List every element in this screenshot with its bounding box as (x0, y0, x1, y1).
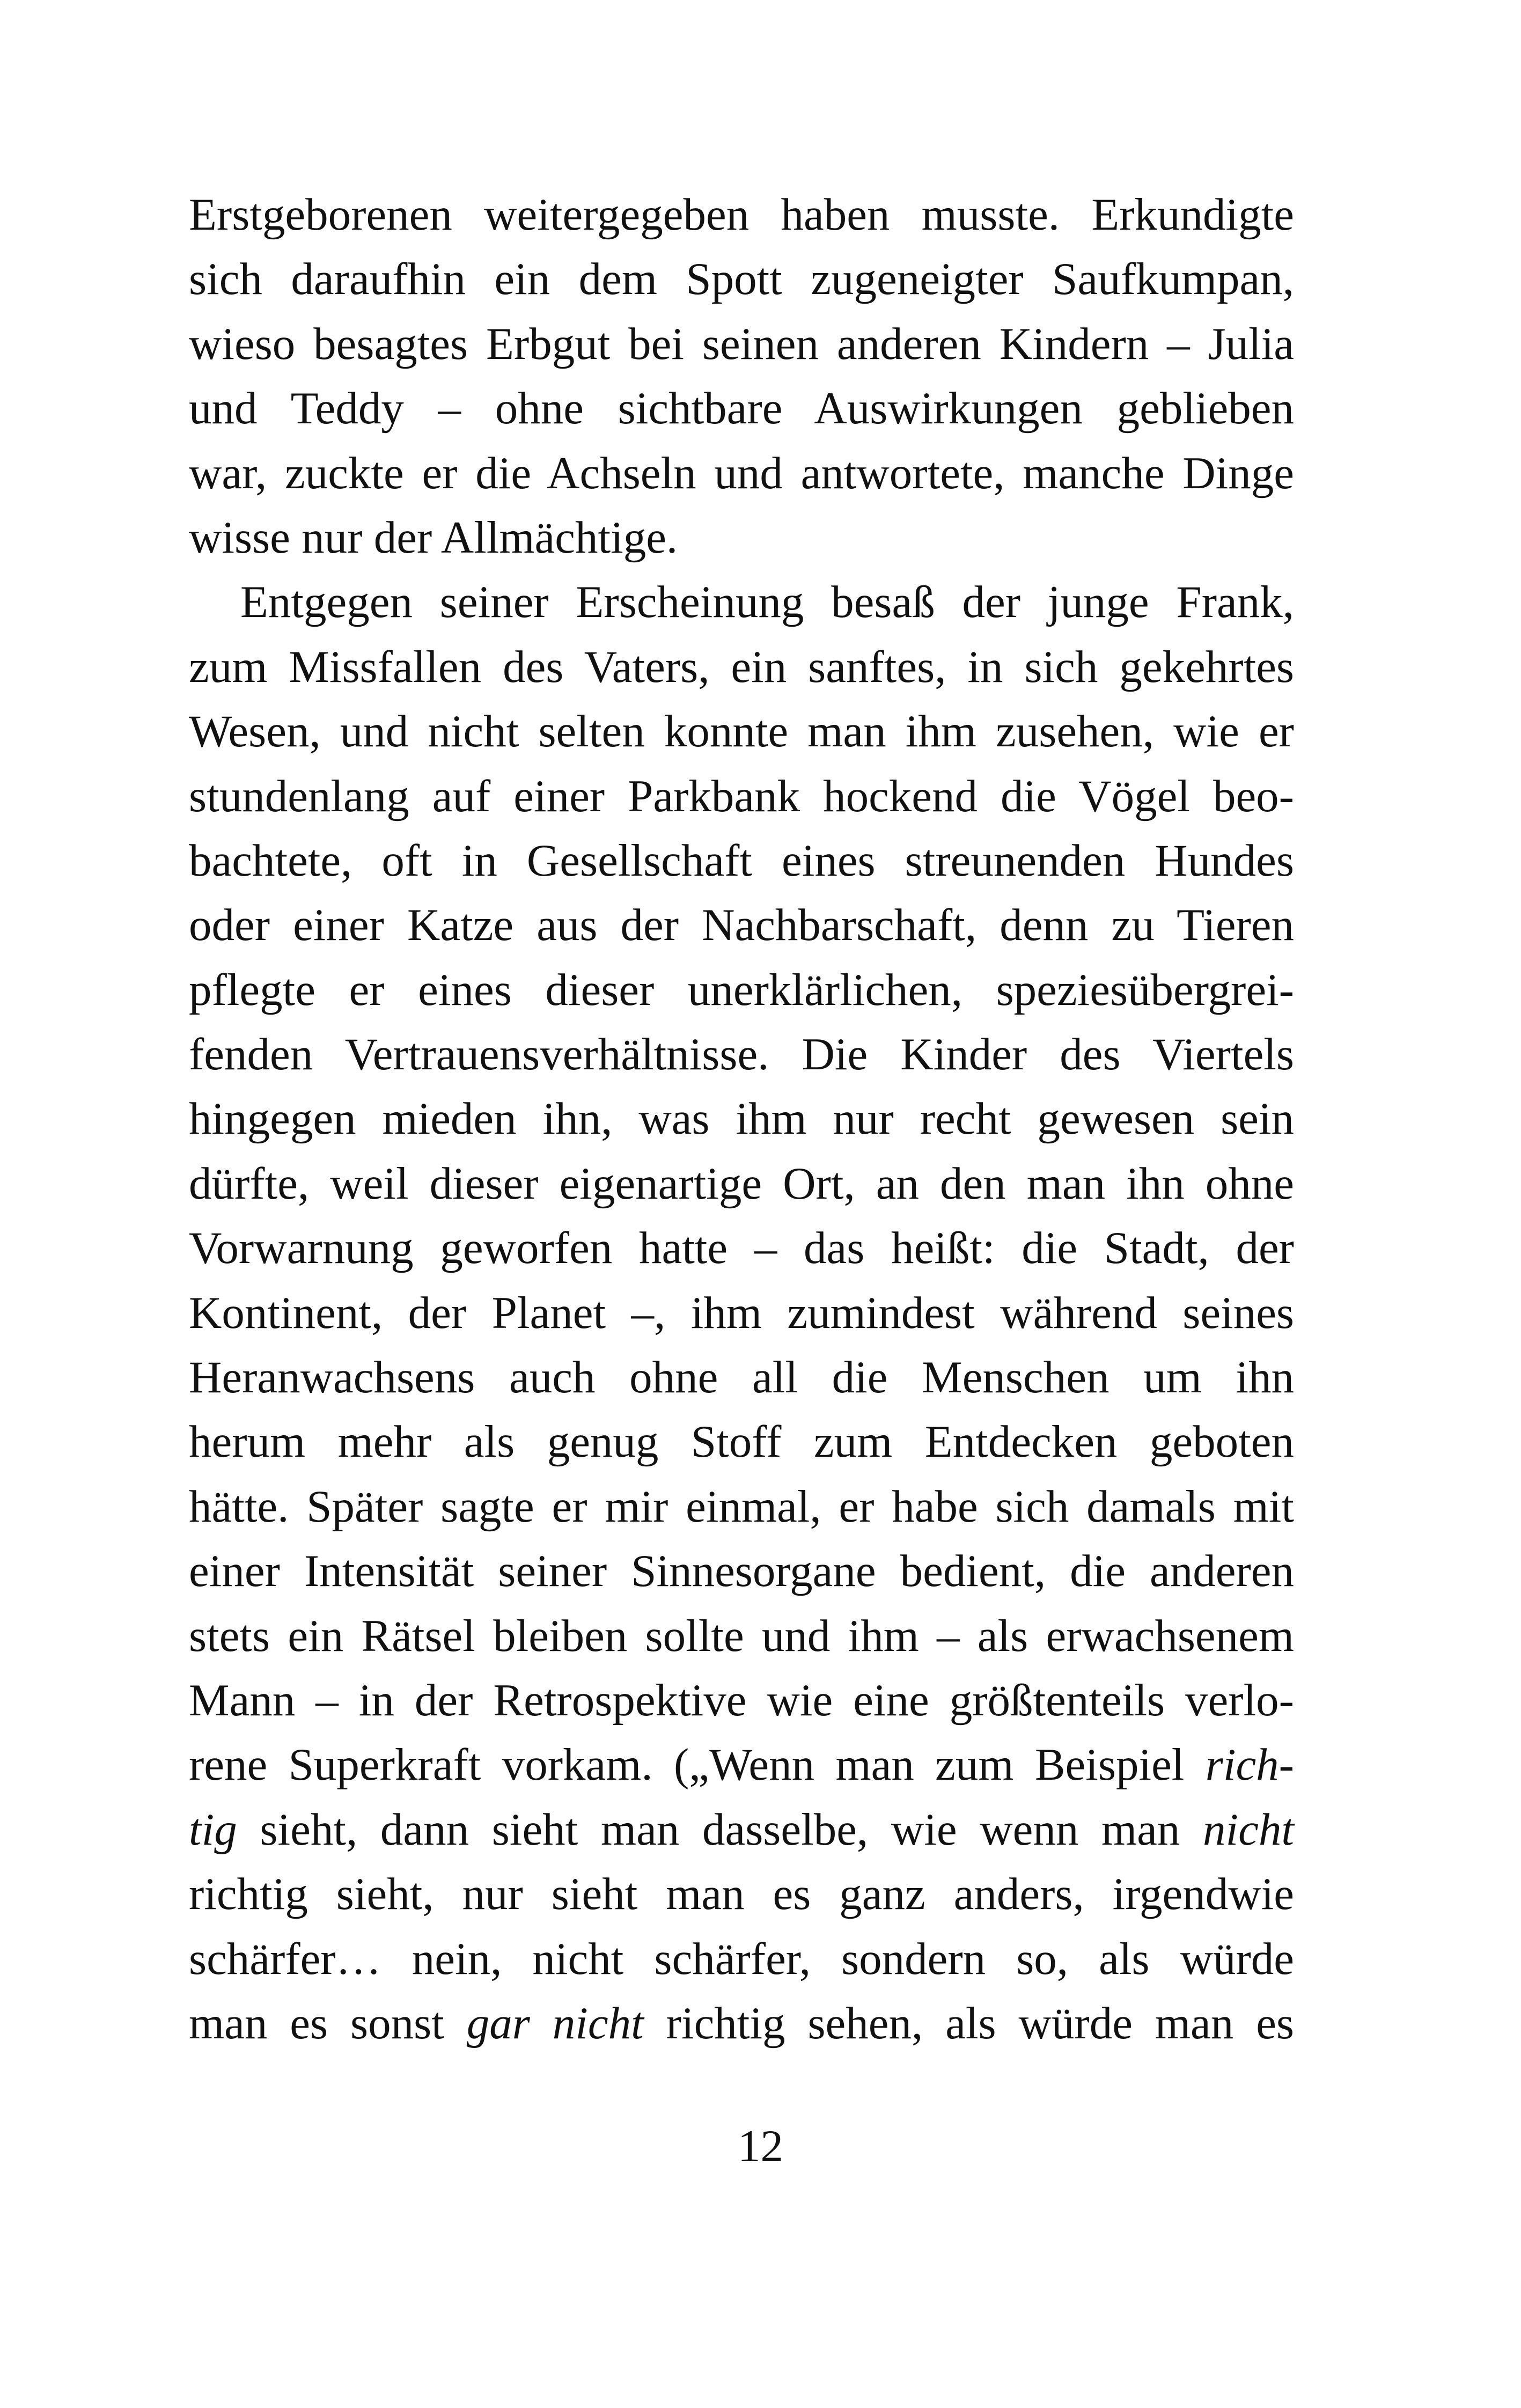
text-line (189, 1797, 1294, 1862)
text-segment: stets ein Rätsel bleiben sollte und ihm – als erwachsenem (189, 1610, 1294, 1661)
text-line (189, 635, 1294, 699)
text-segment: Mann – in der Retrospektive wie eine größtenteils verlo- (189, 1675, 1294, 1726)
text-segment: richtig sehen, als würde man es (643, 1998, 1294, 2049)
text-line (189, 1022, 1294, 1086)
text-segment: Heranwachsens auch ohne all die Menschen um ihn (189, 1352, 1294, 1403)
text-segment: wieso besagtes Erbgut bei seinen anderen Kindern – Julia (189, 318, 1294, 369)
body-text (189, 182, 1294, 2055)
text-line (189, 1474, 1294, 1539)
text-segment: richtig sieht, nur sieht man es ganz anders, irgendwie (189, 1869, 1294, 1920)
text-line (189, 1216, 1294, 1280)
text-segment: und Teddy – ohne sichtbare Auswirkungen geblieben (189, 383, 1294, 434)
text-segment: oder einer Katze aus der Nachbarschaft, denn zu Tieren (189, 900, 1294, 951)
text-line (189, 570, 1294, 634)
text-segment: war, zuckte er die Achseln und antwortete, manche Dinge (189, 447, 1294, 498)
text-segment: herum mehr als genug Stoff zum Entdecken geboten (189, 1416, 1294, 1467)
text-line (189, 1539, 1294, 1603)
text-segment: wisse nur der Allmächtige. (189, 512, 678, 563)
text-segment: schärfer… nein, nicht schärfer, sondern so, als würde (189, 1933, 1294, 1984)
text-line (189, 828, 1294, 893)
text-line (189, 958, 1294, 1022)
page-number: 12 (738, 2121, 783, 2171)
text-segment: bachtete, oft in Gesellschaft eines streunenden Hundes (189, 835, 1294, 886)
text-segment: Erstgeborenen weitergegeben haben musste. Erkundigte (189, 189, 1294, 240)
text-segment: pflegte er eines dieser unerklärlichen, speziesübergrei- (189, 964, 1294, 1015)
text-segment: Vorwarnung geworfen hatte – das heißt: die Stadt, der (189, 1223, 1294, 1274)
text-segment: stundenlang auf einer Parkbank hockend die Vögel beo- (189, 770, 1294, 821)
text-line (189, 1345, 1294, 1409)
italic-text-segment: tig (189, 1804, 237, 1855)
text-line (189, 1409, 1294, 1474)
text-segment: fenden Vertrauensverhältnisse. Die Kinder des Viertels (189, 1029, 1294, 1080)
text-segment: dürfte, weil dieser eigenartige Ort, an den man ihn ohne (189, 1158, 1294, 1209)
text-line (189, 1604, 1294, 1668)
text-line (189, 1668, 1294, 1732)
text-segment: sich daraufhin ein dem Spott zugeneigter Saufkumpan, (189, 254, 1294, 305)
text-segment: Kontinent, der Planet –, ihm zumindest während seines (189, 1287, 1294, 1338)
text-line (189, 1862, 1294, 1926)
text-line (189, 441, 1294, 505)
text-line (189, 1151, 1294, 1216)
italic-text-segment: nicht (1203, 1804, 1294, 1855)
text-line (189, 376, 1294, 441)
text-segment: Entgegen seiner Erscheinung besaß der junge Frank, (240, 577, 1294, 628)
text-line (189, 1991, 1294, 2055)
text-line (189, 247, 1294, 311)
text-line (189, 699, 1294, 763)
text-line (189, 182, 1294, 247)
text-line (189, 1732, 1294, 1797)
text-segment: man es sonst (189, 1998, 467, 2049)
text-line (189, 312, 1294, 376)
text-line (189, 1927, 1294, 1991)
text-segment: sieht, dann sieht man dasselbe, wie wenn man (237, 1804, 1203, 1855)
text-line (189, 893, 1294, 957)
text-line (189, 764, 1294, 828)
italic-text-segment: rich- (1205, 1739, 1294, 1790)
text-segment: rene Superkraft vorkam. („Wenn man zum Beispiel (189, 1739, 1206, 1790)
text-segment: einer Intensität seiner Sinnesorgane bedient, die anderen (189, 1546, 1294, 1597)
italic-text-segment: gar nicht (466, 1998, 644, 2049)
text-segment: hingegen mieden ihn, was ihm nur recht gewesen sein (189, 1093, 1294, 1144)
text-segment: Wesen, und nicht selten konnte man ihm zusehen, wie er (189, 706, 1294, 757)
text-line (189, 505, 1294, 570)
text-segment: hätte. Später sagte er mir einmal, er habe sich damals mit (189, 1481, 1294, 1532)
text-line (189, 1086, 1294, 1151)
text-line (189, 1281, 1294, 1345)
text-segment: zum Missfallen des Vaters, ein sanftes, in sich gekehrtes (189, 641, 1294, 692)
